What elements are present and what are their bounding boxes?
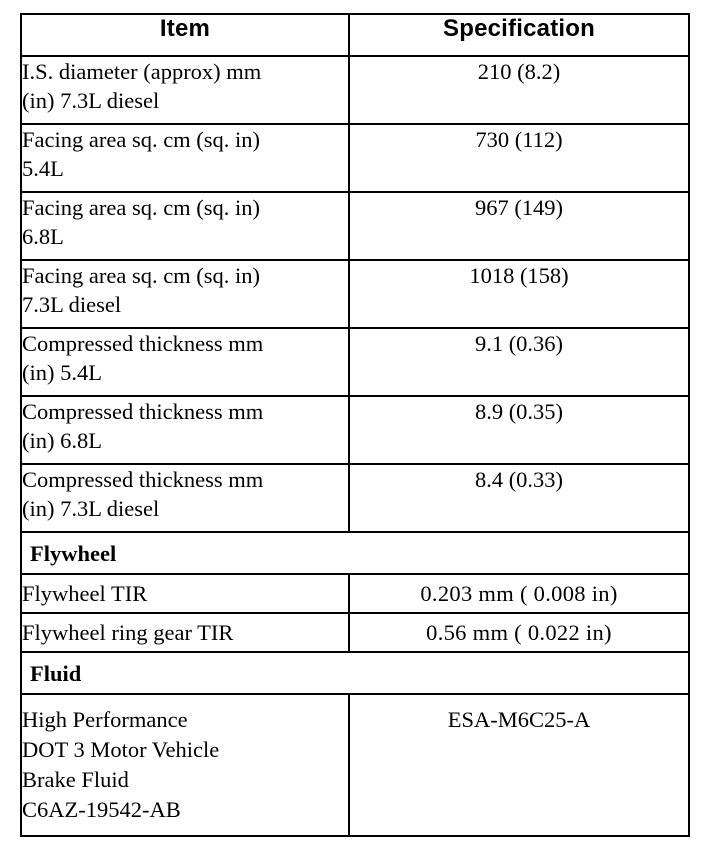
item-line-2: (in) 7.3L diesel — [22, 496, 160, 521]
item-cell — [21, 396, 349, 464]
item-cell: Flywheel ring gear TIR — [21, 613, 349, 652]
value-cell: 0.56 mm ( 0.022 in) — [349, 613, 689, 652]
item-line-1: Facing area sq. cm (sq. in) — [22, 195, 261, 220]
value-cell: 967 (149) — [349, 192, 689, 260]
item-cell: Flywheel TIR — [21, 574, 349, 613]
value-cell: 1018 (158) — [349, 260, 689, 328]
value-cell: 8.9 (0.35) — [349, 396, 689, 464]
item-line-1: Compressed thickness mm — [22, 467, 264, 492]
table-row — [21, 328, 689, 396]
specification-column-header: Specification — [349, 14, 689, 56]
table-row — [21, 574, 689, 613]
item-line-2: (in) 7.3L diesel — [22, 88, 160, 113]
value-cell: ESA-M6C25-A — [349, 694, 689, 836]
fluid-line-3: Brake Fluid — [22, 767, 129, 792]
item-cell — [21, 124, 349, 192]
item-column-header: Item — [21, 14, 349, 56]
section-header-row — [21, 652, 689, 694]
item-line-1: Compressed thickness mm — [22, 331, 264, 356]
value-cell: 9.1 (0.36) — [349, 328, 689, 396]
fluid-line-2: DOT 3 Motor Vehicle — [22, 737, 220, 762]
item-line-1: Compressed thickness mm — [22, 399, 264, 424]
value-cell: 210 (8.2) — [349, 56, 689, 124]
item-line-1: Facing area sq. cm (sq. in) — [22, 127, 261, 152]
value-cell: 0.203 mm ( 0.008 in) — [349, 574, 689, 613]
section-header-row — [21, 532, 689, 574]
item-line-1: Facing area sq. cm (sq. in) — [22, 263, 261, 288]
table-row — [21, 192, 689, 260]
item-cell — [21, 464, 349, 532]
value-cell: 730 (112) — [349, 124, 689, 192]
fluid-line-1: High Performance — [22, 707, 188, 732]
item-cell — [21, 260, 349, 328]
value-cell: 8.4 (0.33) — [349, 464, 689, 532]
table-row — [21, 260, 689, 328]
item-line-2: 5.4L — [22, 156, 64, 181]
table-row — [21, 464, 689, 532]
item-line-1: I.S. diameter (approx) mm — [22, 59, 262, 84]
item-line-2: 7.3L diesel — [22, 292, 122, 317]
item-line-2: (in) 5.4L — [22, 360, 102, 385]
header-row — [21, 14, 689, 56]
item-cell — [21, 328, 349, 396]
item-cell — [21, 56, 349, 124]
table-row — [21, 694, 689, 836]
table-row — [21, 613, 689, 652]
fluid-line-4: C6AZ-19542-AB — [22, 797, 181, 822]
item-cell — [21, 192, 349, 260]
table-row — [21, 56, 689, 124]
fluid-section-title: Fluid — [21, 652, 689, 694]
flywheel-section-title: Flywheel — [21, 532, 689, 574]
table-row — [21, 396, 689, 464]
item-line-2: (in) 6.8L — [22, 428, 102, 453]
item-cell — [21, 694, 349, 836]
specification-table — [20, 13, 690, 837]
table-row — [21, 124, 689, 192]
item-line-2: 6.8L — [22, 224, 64, 249]
